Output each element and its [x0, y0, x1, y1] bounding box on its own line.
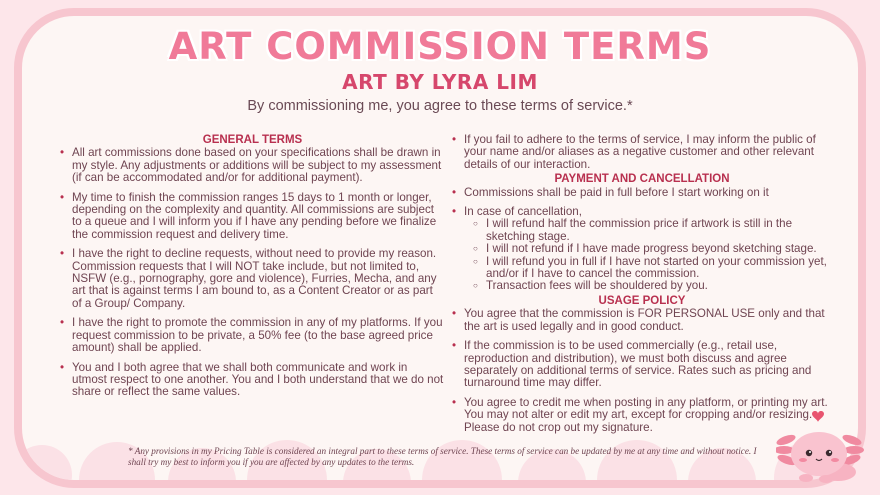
list-item-cancellation: [452, 206, 832, 293]
sub-list-item: ○ Transaction fees will be shouldered by you.: [464, 280, 832, 292]
usage-heading: USAGE POLICY: [598, 294, 686, 307]
continued-terms-list: [452, 134, 832, 171]
artist-subtitle: ART BY LYRA LIM: [342, 70, 538, 94]
list-item: • My time to finish the commission ranges 15 days to 1 month or longer, depending on the complexity and quantity. All commissions are subject to a queue and I will inform you if I have any pending before we finalize the commission request and delivery time.: [60, 192, 445, 242]
axolotl-mascot-icon: [776, 406, 866, 486]
intro-text: By commissioning me, you agree to these terms of service.*: [247, 98, 633, 114]
list-item: • All art commissions done based on your specifications shall be drawn in my style. Any adjustments or additions will be subject to my assessment (if can be accommodated and/or for additional payment).: [60, 147, 445, 184]
payment-heading: PAYMENT AND CANCELLATION: [554, 173, 730, 186]
sub-list-item: ○ I will refund half the commission price if artwork is still in the sketching stage.: [464, 218, 832, 243]
payment-list: [452, 187, 832, 293]
left-column: [60, 134, 445, 406]
sub-list-item: ○ I will not refund if I have made progress beyond sketching stage.: [464, 243, 832, 255]
list-item: • You agree to credit me when posting in any platform, or printing my art. You may not alter or edit my art, except for cropping and/or resizing. Please do not crop out my signature.: [452, 397, 832, 434]
cancellation-label: In case of cancellation,: [464, 205, 582, 219]
usage-list: [452, 308, 832, 434]
sub-list-item: ○ I will refund you in full if I have not started on your commission yet, and/or if I have to cancel the commission.: [464, 256, 832, 281]
cancellation-sublist: [464, 218, 832, 292]
list-item: • I have the right to promote the commission in any of my platforms. If you request commission to be private, a 50% fee (to the base agreed price amount) shall be applied.: [60, 317, 445, 354]
list-item: • You and I both agree that we shall both communicate and work in utmost respect to one another. You and I both understand that we do not share or reflect the same values.: [60, 362, 445, 399]
list-item: • If you fail to adhere to the terms of service, I may inform the public of your name and/or aliases as a negative customer and other relevant details of our interaction.: [452, 134, 832, 171]
list-item: • I have the right to decline requests, without need to provide my reason. Commission requests that I will NOT take include, but not limited to, NSFW (e.g., pornography, gore and violence), Furries, Mecha, and any art that is against terms I am bound to, as a Content Creator or as part of a Group/ Company.: [60, 248, 445, 310]
right-column: [452, 134, 832, 441]
list-item: • Commissions shall be paid in full before I start working on it: [452, 187, 832, 199]
list-item: • If the commission is to be used commercially (e.g., retail use, reproduction and distribution), we must both discuss and agree separately on additional terms of service. Rates such as pricing and turnaround time may differ.: [452, 340, 832, 390]
page-title: ART COMMISSION TERMS: [168, 25, 712, 68]
general-terms-heading: GENERAL TERMS: [202, 134, 303, 146]
footnote: * Any provisions in my Pricing Table is considered an integral part to these terms of service. These terms of service can be updated by me at any time and without notice. I shall try my best to inform you if you are affected by any updates to the terms.: [128, 446, 757, 467]
list-item: • You agree that the commission is FOR PERSONAL USE only and that the art is used legally and in good conduct.: [452, 308, 832, 333]
general-terms-list: [60, 147, 445, 398]
heart-icon: [812, 411, 824, 422]
